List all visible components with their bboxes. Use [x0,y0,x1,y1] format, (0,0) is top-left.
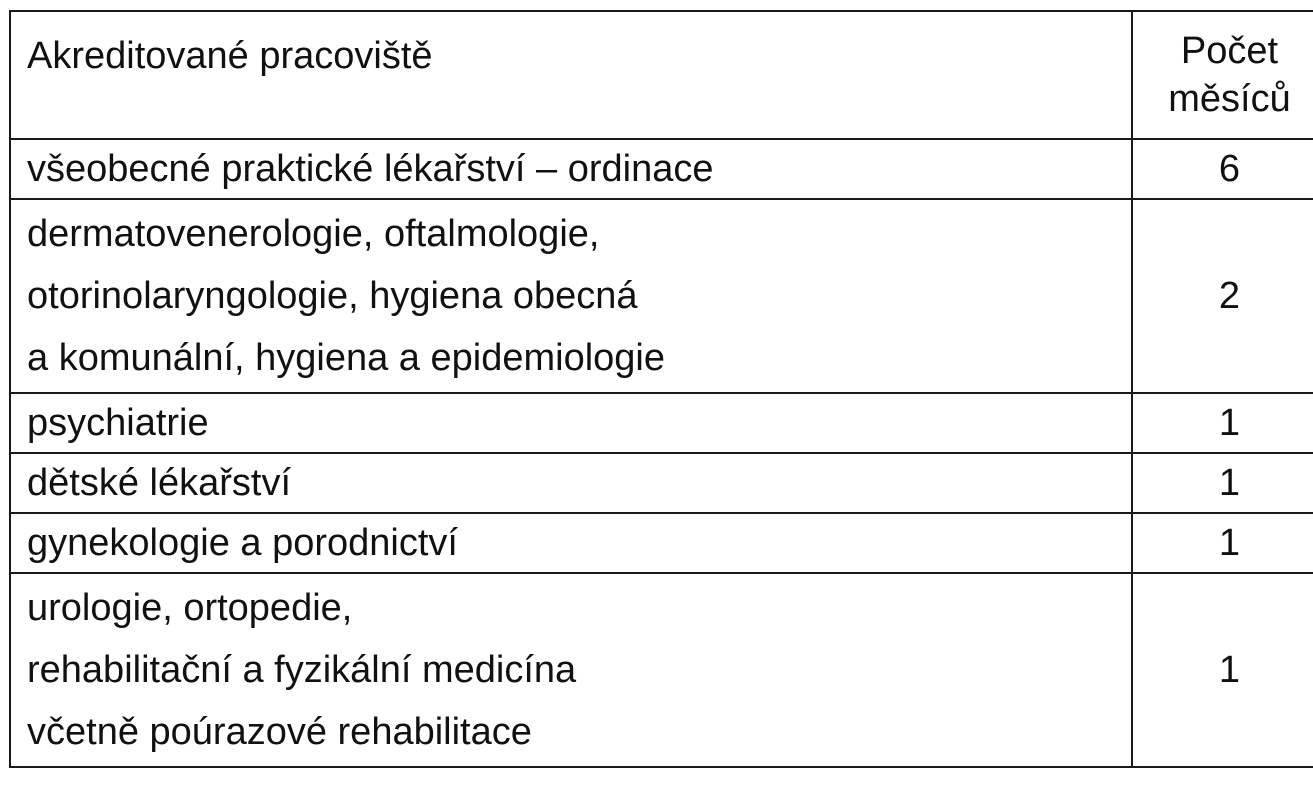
workplace-text: všeobecné praktické lékařství – ordinace [27,148,714,190]
workplace-text: psychiatrie [27,402,209,444]
workplace-cell [10,453,1132,513]
months-cell: 2 [1132,199,1313,393]
table-row [10,513,1313,573]
workplace-text: otorinolaryngologie, hygiena obecná [27,275,638,317]
table-row [10,199,1313,393]
workplace-text: dermatovenerologie, oftalmologie, [27,213,600,255]
workplace-text: dětské lékařství [27,462,291,504]
header-workplace-label: Akreditované pracoviště [27,35,433,77]
months-cell: 1 [1132,513,1313,573]
header-months-label-line2: měsíců [1168,78,1291,120]
accreditation-table [9,10,1313,768]
workplace-text: a komunální, hygiena a epidemiologie [27,337,665,379]
accreditation-table-container [9,10,1302,768]
table-row [10,139,1313,199]
workplace-cell [10,199,1132,393]
months-cell: 1 [1132,573,1313,767]
table-header-row [10,11,1313,139]
workplace-cell [10,393,1132,453]
workplace-cell [10,139,1132,199]
workplace-text: gynekologie a porodnictví [27,522,458,564]
header-months [1132,11,1313,139]
table-row [10,573,1313,767]
workplace-text: rehabilitační a fyzikální medicína [27,649,577,691]
months-cell: 1 [1132,453,1313,513]
table-row [10,393,1313,453]
header-months-label-line1: Počet [1180,30,1279,72]
workplace-text: urologie, ortopedie, [27,587,353,629]
months-cell: 6 [1132,139,1313,199]
workplace-cell [10,573,1132,767]
months-cell: 1 [1132,393,1313,453]
workplace-cell [10,513,1132,573]
workplace-text: včetně poúrazové rehabilitace [27,711,532,753]
table-row [10,453,1313,513]
header-workplace [10,11,1132,139]
